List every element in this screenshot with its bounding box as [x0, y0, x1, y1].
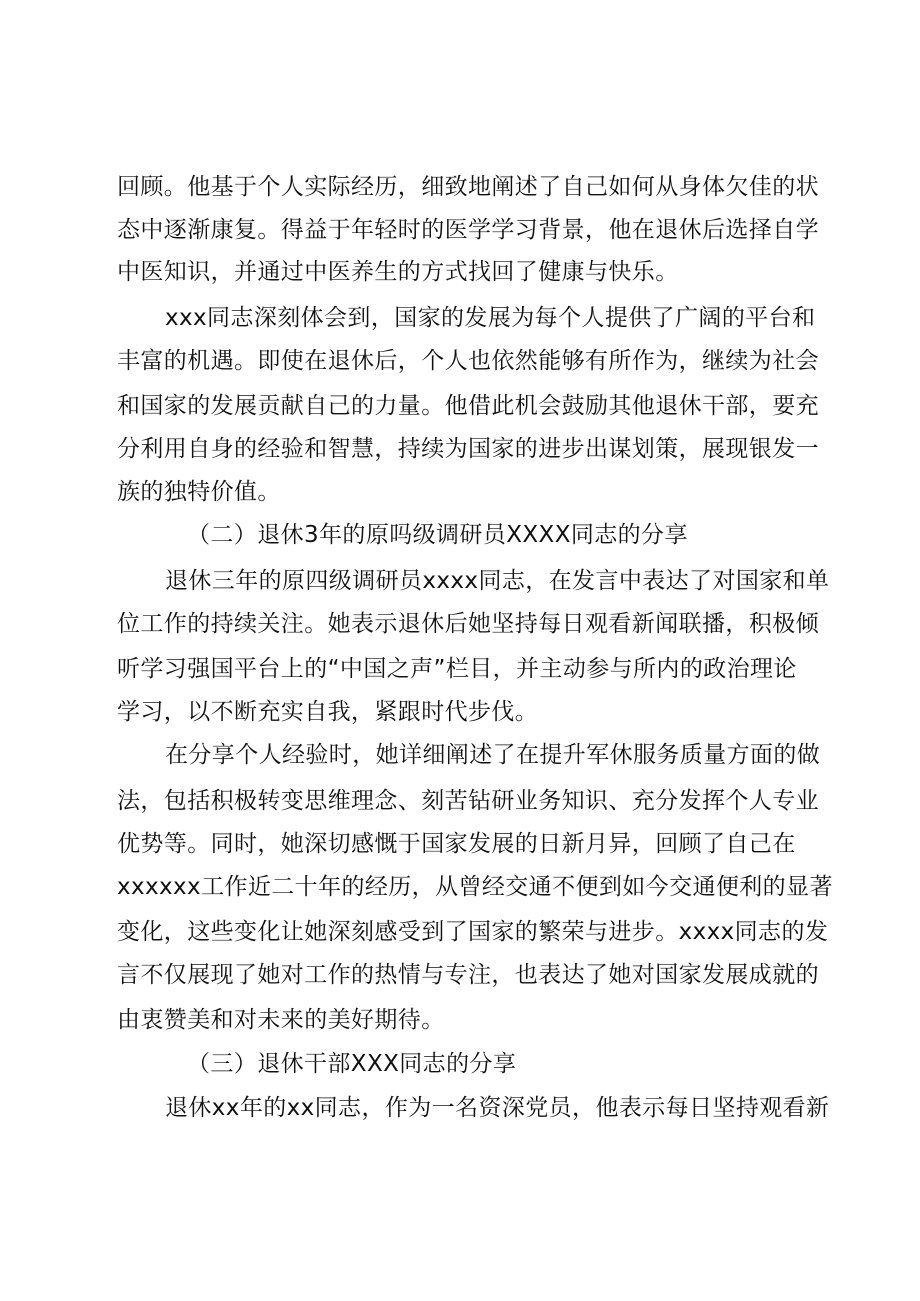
paragraph-line: 态中逐渐康复。得益于年轻时的医学学习背景，他在退休后选择自学	[117, 217, 819, 243]
paragraph-line: 退休三年的原四级调研员xxxx同志，在发言中表达了对国家和单	[165, 568, 830, 594]
paragraph-line: 在分享个人经验时，她详细阐述了在提升军休服务质量方面的做	[165, 742, 821, 768]
paragraph-line: 族的独特价值。	[117, 479, 281, 505]
paragraph-line: 变化，这些变化让她深刻感受到了国家的繁荣与进步。xxxx同志的发	[117, 919, 829, 945]
paragraph-line: xxx同志深刻体会到，国家的发展为每个人提供了广阔的平台和	[165, 305, 816, 331]
paragraph-line: 由衷赞美和对未来的美好期待。	[117, 1007, 445, 1033]
paragraph-line: 优势等。同时，她深切感慨于国家发展的日新月异，回顾了自己在	[117, 831, 796, 857]
paragraph-line: 分利用自身的经验和智慧，持续为国家的进步出谋划策，展现银发一	[117, 436, 819, 462]
paragraph-line: 位工作的持续关注。她表示退休后她坚持每日观看新闻联播，积极倾	[117, 611, 819, 637]
paragraph-line: 学习，以不断充实自我，紧跟时代步伐。	[117, 699, 539, 725]
paragraph-line: 中医知识，并通过中医养生的方式找回了健康与快乐。	[117, 259, 679, 285]
paragraph-line: 言不仅展现了她对工作的热情与专注，也表达了她对国家发展成就的	[117, 962, 819, 988]
section-heading: （二）退休3年的原吗级调研员XXXX同志的分享	[187, 522, 688, 548]
paragraph-line: 退休xx年的xx同志，作为一名资深党员，他表示每日坚持观看新	[165, 1095, 830, 1121]
paragraph-line: 法，包括积极转变思维理念、刻苦钻研业务知识、充分发挥个人专业	[117, 788, 819, 814]
paragraph-line: xxxxxx工作近二十年的经历，从曾经交通不便到如今交通便利的显著	[117, 874, 833, 900]
paragraph-line: 丰富的机遇。即使在退休后，个人也依然能够有所作为，继续为社会	[117, 348, 819, 374]
paragraph-line: 听学习强国平台上的“中国之声”栏目，并主动参与所内的政治理论	[117, 656, 797, 682]
section-heading: （三）退休干部XXX同志的分享	[187, 1051, 517, 1077]
paragraph-line: 和国家的发展贡献自己的力量。他借此机会鼓励其他退休干部，要充	[117, 393, 819, 419]
paragraph-line: 回顾。他基于个人实际经历，细致地阐述了自己如何从身体欠佳的状	[117, 174, 819, 200]
